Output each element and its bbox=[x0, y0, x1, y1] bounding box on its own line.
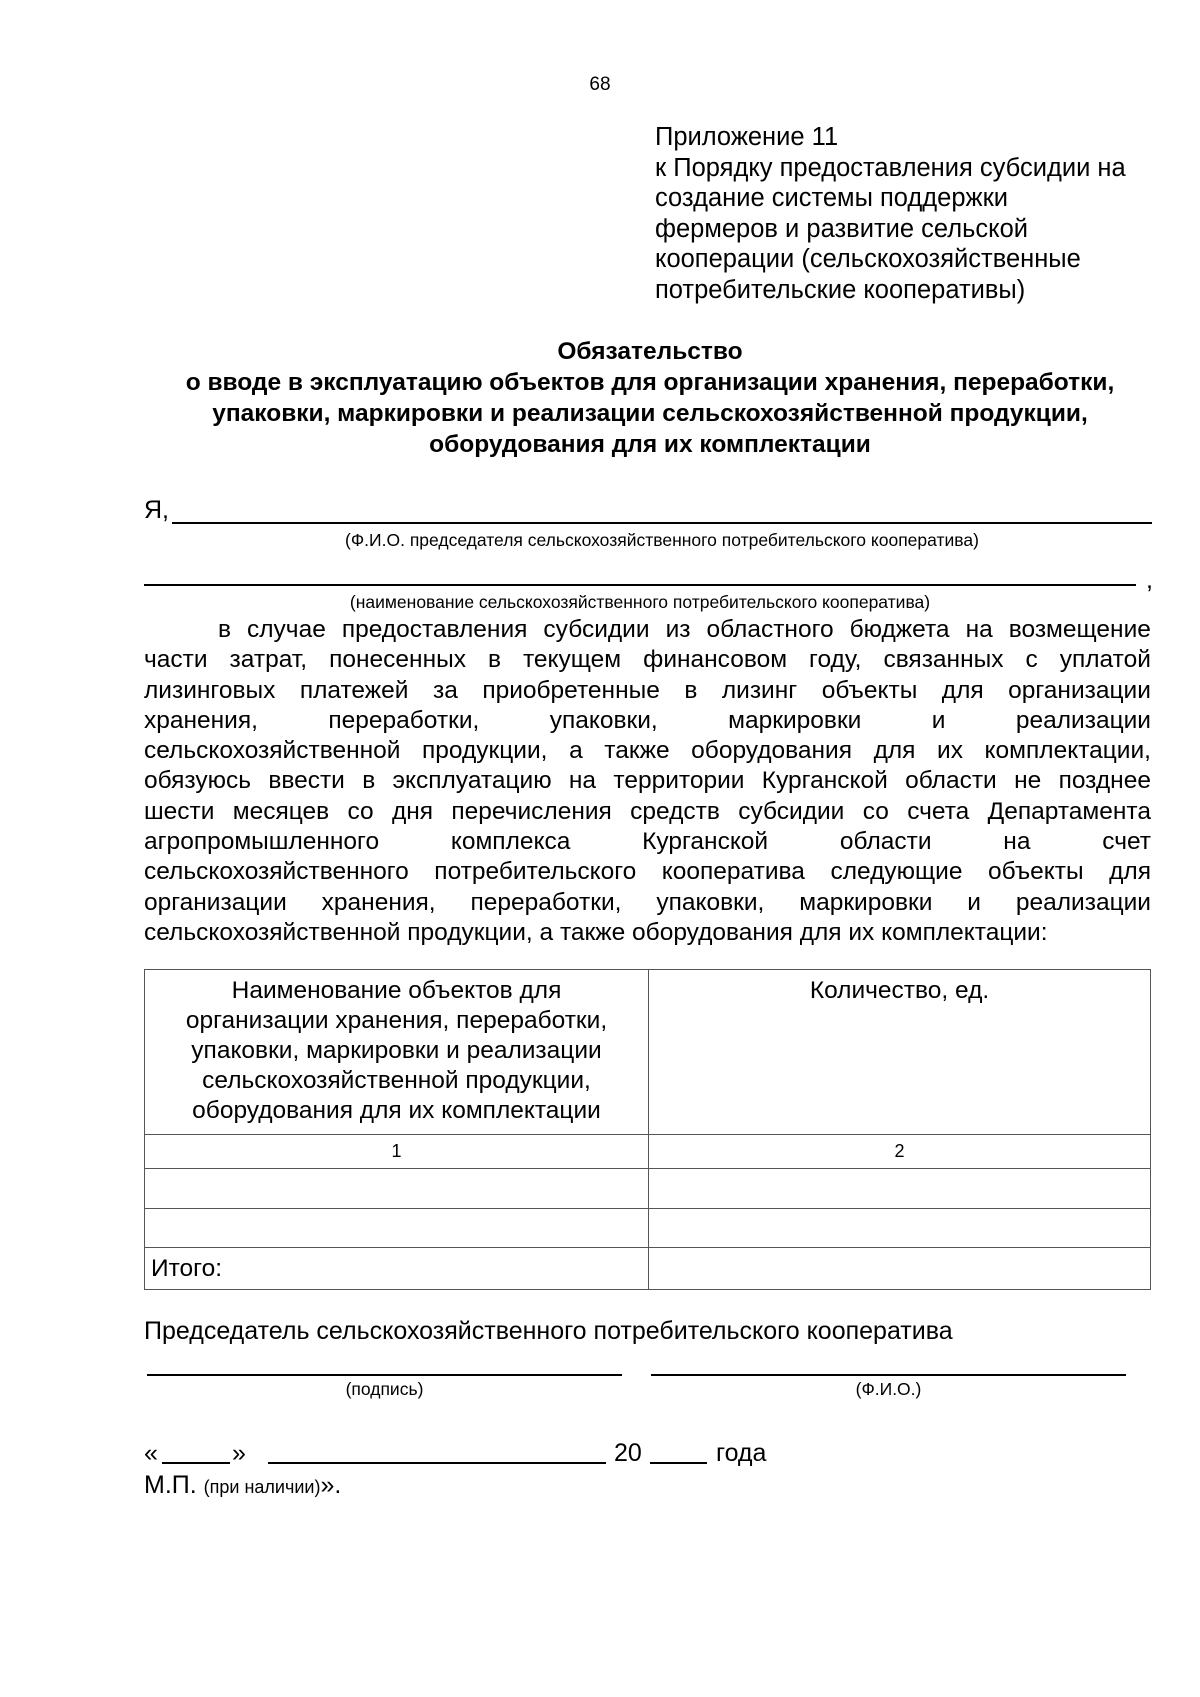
body-word: приобретенные bbox=[482, 676, 660, 704]
body-word: части bbox=[144, 646, 208, 674]
body-word: упаковки, bbox=[549, 706, 658, 734]
table-cell[interactable] bbox=[145, 1169, 649, 1209]
body-word: и bbox=[967, 888, 981, 916]
body-word: для bbox=[941, 676, 984, 704]
month-input-line[interactable] bbox=[268, 1462, 606, 1464]
body-word: субсидии bbox=[738, 797, 845, 825]
table-cell[interactable] bbox=[649, 1209, 1151, 1248]
header-line: организации хранения, переработки, bbox=[185, 1007, 608, 1034]
body-word: для bbox=[873, 737, 916, 765]
body-line bbox=[144, 676, 1151, 706]
body-word: и bbox=[931, 706, 946, 734]
appendix-line: к Порядку предоставления субсидии на bbox=[655, 153, 1126, 182]
body-word: за bbox=[432, 676, 458, 704]
body-word: субсидии bbox=[543, 616, 650, 643]
body-line bbox=[144, 918, 1151, 948]
signature-input-line[interactable] bbox=[147, 1374, 622, 1376]
body-word: месяцев bbox=[232, 797, 330, 825]
body-word: сельскохозяйственной продукции, а также оборудования для их комплектации: bbox=[144, 918, 1048, 946]
body-word: не bbox=[1014, 767, 1042, 795]
body-word: организации bbox=[144, 888, 287, 916]
stamp-note: (при наличии) bbox=[203, 1477, 321, 1497]
body-paragraph bbox=[144, 615, 1151, 948]
body-word: организации bbox=[1008, 676, 1151, 704]
body-word: на bbox=[965, 616, 993, 643]
body-line bbox=[144, 736, 1151, 766]
body-line bbox=[144, 827, 1151, 857]
body-word: уплатой bbox=[1059, 646, 1151, 674]
body-word: объекты bbox=[987, 858, 1084, 886]
appendix-line: кооперации (сельскохозяйственные bbox=[655, 245, 1081, 273]
items-table bbox=[144, 969, 1151, 1290]
coop-caption: (наименование сельскохозяйственного потребительского кооператива) bbox=[349, 592, 931, 612]
body-word: счет bbox=[1102, 828, 1151, 856]
title-line: упаковки, маркировки и реализации сельскохозяйственной продукции, bbox=[212, 400, 1088, 427]
body-word: шести bbox=[144, 797, 215, 825]
body-word: сельскохозяйственного bbox=[144, 858, 409, 886]
fio-caption: (Ф.И.О. председателя сельскохозяйственного потребительского кооператива) bbox=[345, 530, 979, 550]
body-word: связанных bbox=[883, 646, 1004, 674]
body-word: текущем bbox=[522, 646, 622, 674]
body-word: хранения, bbox=[321, 888, 436, 916]
header-quantity: Количество, ед. bbox=[649, 970, 1151, 1135]
body-word: сельскохозяйственной bbox=[144, 737, 401, 765]
body-word: понесенных bbox=[329, 646, 466, 674]
body-word: позднее bbox=[1058, 767, 1151, 795]
body-word: кооператива bbox=[661, 858, 805, 886]
body-word: следующие bbox=[830, 858, 963, 886]
year-input-line[interactable] bbox=[650, 1462, 707, 1464]
stamp-end: ». bbox=[320, 1471, 342, 1499]
body-word: затрат, bbox=[229, 646, 308, 674]
day-input-line[interactable] bbox=[162, 1462, 230, 1464]
body-word: также bbox=[604, 737, 670, 765]
body-word: средств bbox=[630, 797, 720, 825]
body-word: ввести bbox=[268, 767, 345, 795]
header-line: упаковки, маркировки и реализации bbox=[191, 1037, 602, 1064]
body-word: на bbox=[568, 767, 597, 795]
stamp-line bbox=[144, 1471, 341, 1500]
total-row bbox=[145, 1248, 1151, 1290]
body-line bbox=[144, 888, 1151, 918]
body-word: области bbox=[905, 767, 997, 795]
body-line bbox=[144, 766, 1151, 796]
body-word: со bbox=[347, 797, 374, 825]
body-word: счета bbox=[907, 797, 970, 825]
header-line: сельскохозяйственной продукции, bbox=[202, 1067, 591, 1094]
body-word: комплекса bbox=[450, 828, 571, 856]
title-line: о вводе в эксплуатацию объектов для организации хранения, переработки, bbox=[185, 369, 1115, 396]
body-word: на bbox=[1003, 828, 1031, 856]
appendix-line: фермеров и развитие сельской bbox=[655, 214, 1028, 243]
body-word: эксплуатацию bbox=[392, 767, 552, 795]
coop-name-input-line[interactable] bbox=[144, 584, 1136, 586]
title-line: оборудования для их комплектации bbox=[429, 431, 871, 458]
year-prefix: 20 bbox=[614, 1439, 642, 1467]
column-number: 1 bbox=[145, 1135, 649, 1169]
chairman-label: Председатель сельскохозяйственного потребительского кооператива bbox=[144, 1317, 953, 1345]
body-word: дня bbox=[391, 797, 434, 825]
table-cell[interactable] bbox=[145, 1209, 649, 1248]
body-word: году, bbox=[809, 646, 862, 674]
body-word: бюджета bbox=[849, 616, 950, 643]
body-word: продукции, bbox=[422, 737, 548, 765]
total-label: Итого: bbox=[145, 1248, 649, 1290]
table-cell[interactable] bbox=[649, 1169, 1151, 1209]
body-word: потребительского bbox=[434, 858, 637, 886]
body-word: в bbox=[487, 646, 501, 674]
total-value[interactable] bbox=[649, 1248, 1151, 1290]
fio-input-line[interactable] bbox=[172, 522, 1152, 524]
body-line bbox=[144, 706, 1151, 736]
body-word: агропромышленного bbox=[144, 828, 380, 856]
body-word: Курганской bbox=[642, 828, 769, 856]
body-word: оборудования bbox=[691, 737, 853, 765]
body-word: маркировки bbox=[728, 706, 862, 734]
body-word: маркировки bbox=[799, 888, 933, 916]
body-word: комплектации, bbox=[984, 737, 1151, 765]
appendix-line: создание системы поддержки bbox=[655, 184, 1008, 212]
body-word: хранения, bbox=[144, 706, 258, 734]
body-word: в bbox=[362, 767, 376, 795]
body-word: перечисления bbox=[451, 797, 612, 825]
body-line bbox=[144, 615, 1151, 645]
body-word: для bbox=[1109, 858, 1151, 886]
body-word: из bbox=[665, 616, 691, 643]
signature-caption: (подпись) bbox=[345, 1379, 424, 1399]
header-object-name bbox=[145, 970, 649, 1135]
i-prefix: Я, bbox=[144, 496, 169, 524]
body-word: областного bbox=[706, 616, 834, 643]
year-suffix: года bbox=[716, 1439, 767, 1467]
page-number: 68 bbox=[589, 74, 611, 95]
body-word: случае bbox=[247, 616, 326, 643]
table-row bbox=[145, 1209, 1151, 1248]
body-word: возмещение bbox=[1008, 616, 1151, 643]
body-line bbox=[144, 645, 1151, 675]
body-word: Курганской bbox=[761, 767, 888, 795]
body-word: финансовом bbox=[643, 646, 788, 674]
stamp-label: М.П. bbox=[144, 1471, 197, 1499]
fio-signature-caption: (Ф.И.О.) bbox=[855, 1379, 922, 1399]
body-word: переработки, bbox=[328, 706, 480, 734]
body-word: обязуюсь bbox=[144, 767, 251, 795]
appendix-line: потребительские кооперативы) bbox=[655, 275, 1026, 304]
date-close-quote: » bbox=[232, 1439, 246, 1467]
body-word: реализации bbox=[1015, 706, 1151, 734]
header-line: Наименование объектов для bbox=[231, 977, 562, 1004]
body-word: объекты bbox=[821, 676, 918, 704]
body-word: их bbox=[937, 737, 963, 765]
body-word: в bbox=[218, 616, 232, 643]
comma: , bbox=[1146, 566, 1153, 594]
body-word: Департамента bbox=[987, 797, 1151, 825]
body-word: переработки, bbox=[470, 888, 622, 916]
appendix-line: Приложение 11 bbox=[655, 123, 839, 151]
body-word: реализации bbox=[1015, 888, 1151, 916]
fio-signature-input-line[interactable] bbox=[651, 1374, 1126, 1376]
body-line bbox=[144, 797, 1151, 827]
body-line bbox=[144, 857, 1151, 887]
body-word: лизинговых bbox=[144, 676, 276, 704]
body-word: территории bbox=[613, 767, 745, 795]
date-open-quote: « bbox=[144, 1439, 158, 1467]
body-word: упаковки, bbox=[656, 888, 765, 916]
body-word: лизинг bbox=[721, 676, 798, 704]
body-word: а bbox=[569, 737, 583, 765]
appendix-header bbox=[655, 122, 1175, 305]
body-word: области bbox=[839, 828, 932, 856]
column-number: 2 bbox=[649, 1135, 1151, 1169]
header-line: оборудования для их комплектации bbox=[192, 1097, 601, 1124]
body-word: в bbox=[684, 676, 698, 704]
body-word: со bbox=[862, 797, 889, 825]
table-row bbox=[145, 1169, 1151, 1209]
title-line: Обязательство bbox=[557, 338, 743, 365]
body-word: предоставления bbox=[341, 616, 528, 643]
body-word: с bbox=[1025, 646, 1038, 674]
body-word: платежей bbox=[299, 676, 409, 704]
document-title bbox=[100, 336, 1200, 460]
